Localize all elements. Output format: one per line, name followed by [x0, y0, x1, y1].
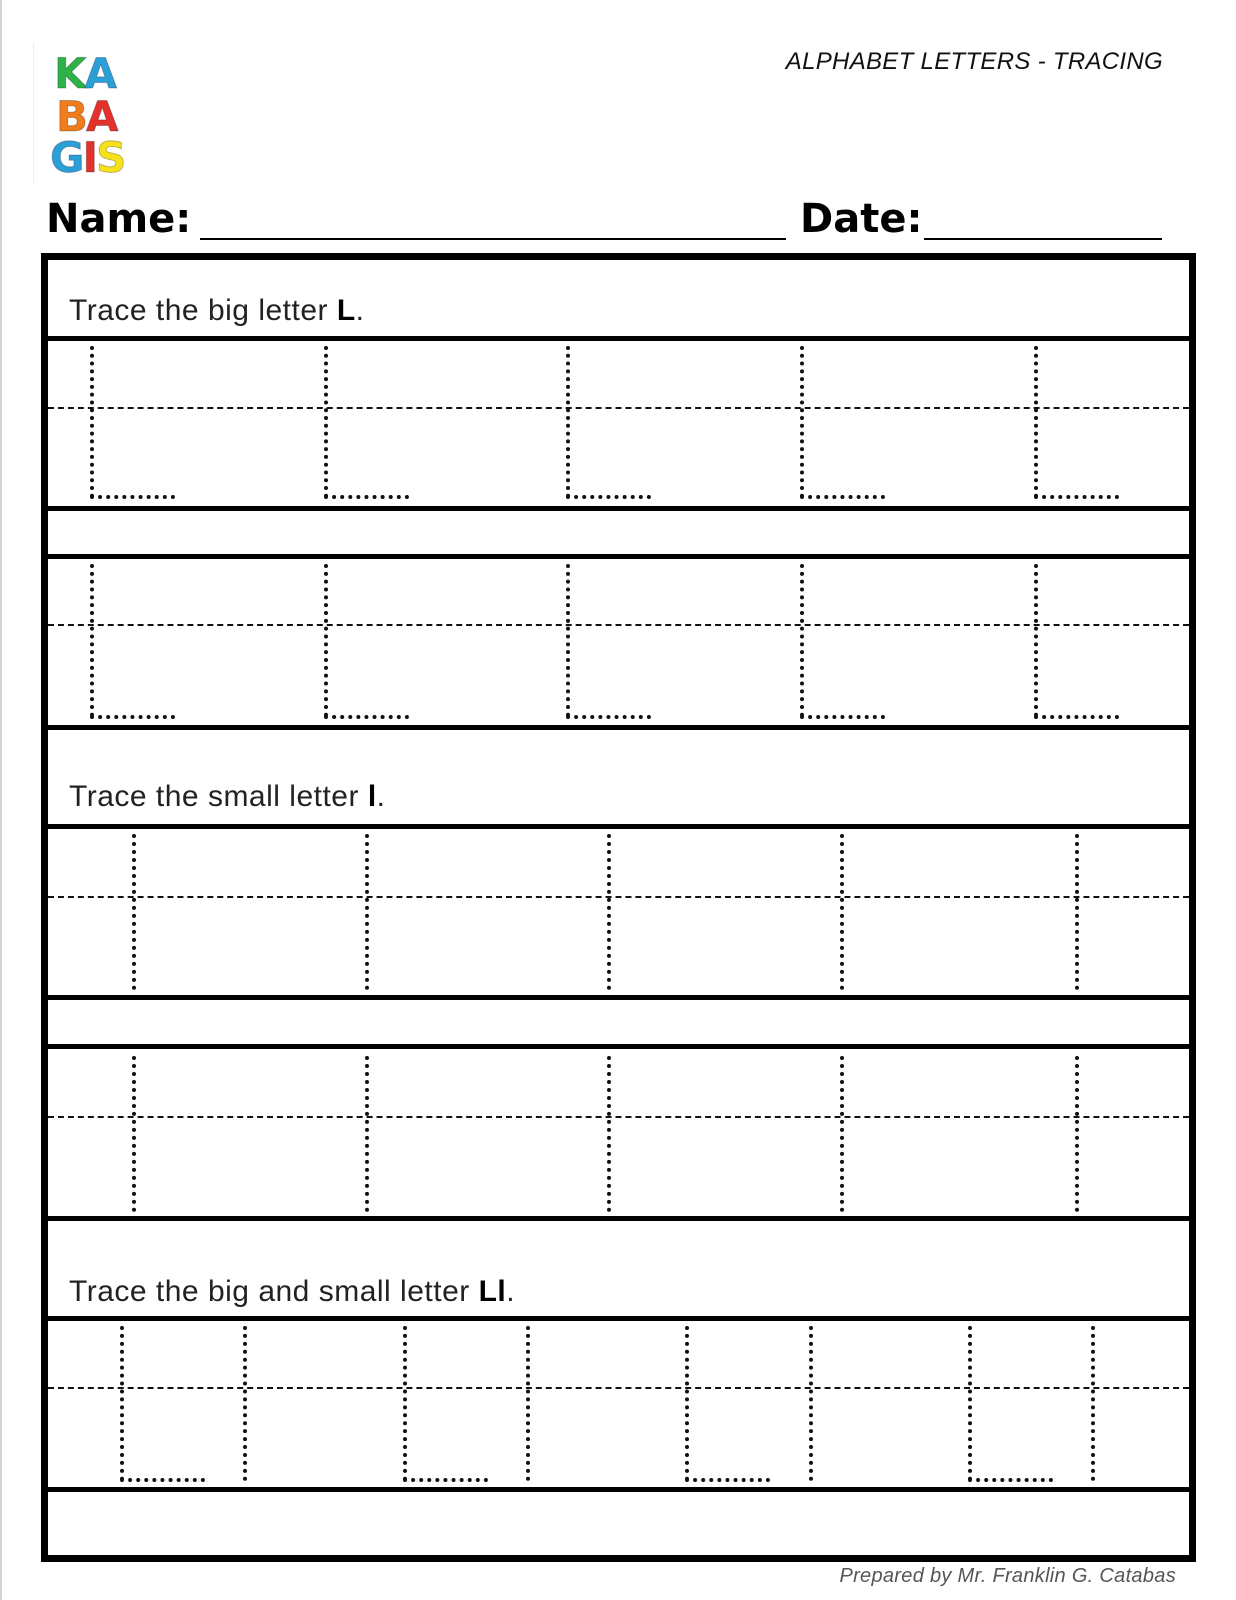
trace-l-stem	[243, 1326, 247, 1481]
trace-L-foot	[1034, 715, 1119, 719]
logo-letter: S	[96, 133, 125, 182]
instruction-letter: l	[367, 780, 377, 813]
trace-l-stem	[132, 834, 136, 990]
trace-L-stem	[566, 564, 570, 717]
rule-line	[48, 995, 1189, 1000]
trace-l-stem	[840, 834, 844, 990]
trace-l-stem	[1075, 1056, 1079, 1212]
trace-L-foot	[403, 1478, 488, 1482]
trace-L-stem	[324, 346, 328, 498]
trace-L-foot	[324, 715, 409, 719]
trace-L-foot	[566, 715, 651, 719]
trace-L-stem	[1034, 346, 1038, 498]
trace-L-foot	[800, 495, 885, 499]
trace-L-foot	[968, 1478, 1053, 1482]
rule-line	[48, 725, 1189, 730]
midline	[48, 1116, 1189, 1118]
trace-l-stem	[809, 1326, 813, 1481]
instruction-letter: Ll	[478, 1275, 507, 1308]
logo-letter: I	[82, 133, 97, 182]
trace-L-stem	[120, 1326, 124, 1481]
rule-line	[48, 336, 1189, 341]
name-label: Name:	[46, 196, 192, 242]
trace-L-stem	[566, 346, 570, 498]
logo-letter: A	[84, 49, 116, 98]
logo-letter: A	[86, 92, 117, 141]
instruction-small-letter	[69, 780, 386, 814]
trace-L-foot	[685, 1478, 770, 1482]
instruction-big-and-small-letter	[69, 1275, 515, 1309]
logo-letter: K	[54, 49, 85, 98]
trace-l-stem	[607, 834, 611, 990]
tracing-frame	[41, 253, 1196, 1562]
trace-L-foot	[324, 495, 409, 499]
instruction-letter: L	[336, 294, 356, 327]
kabagis-logo	[33, 42, 146, 184]
trace-L-stem	[324, 564, 328, 717]
trace-l-stem	[132, 1056, 136, 1212]
trace-L-stem	[968, 1326, 972, 1481]
footer-credit: Prepared by Mr. Franklin G. Catabas	[839, 1565, 1176, 1587]
instruction-end: .	[506, 1275, 516, 1308]
trace-L-stem	[800, 346, 804, 498]
rule-line	[48, 1216, 1189, 1221]
trace-l-stem	[1091, 1326, 1095, 1481]
midline	[48, 896, 1189, 898]
rule-line	[48, 1044, 1189, 1049]
instruction-text: Trace the big letter	[69, 294, 337, 327]
logo-letter: G	[50, 133, 83, 182]
trace-l-stem	[365, 1056, 369, 1212]
instruction-end: .	[355, 294, 365, 327]
page-edge	[0, 0, 2, 1600]
rule-line	[48, 1487, 1189, 1492]
trace-L-foot	[566, 495, 651, 499]
trace-l-stem	[840, 1056, 844, 1212]
logo-row-3	[50, 133, 125, 182]
name-field[interactable]	[200, 238, 786, 240]
trace-L-stem	[90, 564, 94, 717]
worksheet-title: ALPHABET LETTERS - TRACING	[785, 48, 1163, 75]
rule-line	[48, 554, 1189, 559]
logo-row-1	[54, 49, 116, 98]
instruction-big-letter	[69, 294, 365, 328]
trace-l-stem	[526, 1326, 530, 1481]
trace-l-stem	[607, 1056, 611, 1212]
logo-row-2	[56, 92, 117, 141]
instruction-end: .	[376, 780, 386, 813]
trace-L-stem	[685, 1326, 689, 1481]
date-field[interactable]	[924, 238, 1162, 240]
trace-l-stem	[1075, 834, 1079, 990]
trace-L-foot	[120, 1478, 205, 1482]
logo-letter: B	[56, 92, 87, 141]
date-label: Date:	[800, 196, 923, 242]
trace-L-stem	[800, 564, 804, 717]
midline	[48, 1387, 1189, 1389]
trace-L-foot	[800, 715, 885, 719]
rule-line	[48, 1316, 1189, 1321]
trace-L-foot	[1034, 495, 1119, 499]
midline	[48, 624, 1189, 626]
rule-line	[48, 824, 1189, 829]
midline	[48, 407, 1189, 409]
trace-L-foot	[90, 715, 175, 719]
rule-line	[48, 506, 1189, 511]
trace-L-stem	[403, 1326, 407, 1481]
trace-l-stem	[365, 834, 369, 990]
instruction-text: Trace the small letter	[69, 780, 368, 813]
instruction-text: Trace the big and small letter	[69, 1275, 479, 1308]
trace-L-stem	[90, 346, 94, 498]
trace-L-stem	[1034, 564, 1038, 717]
trace-L-foot	[90, 495, 175, 499]
